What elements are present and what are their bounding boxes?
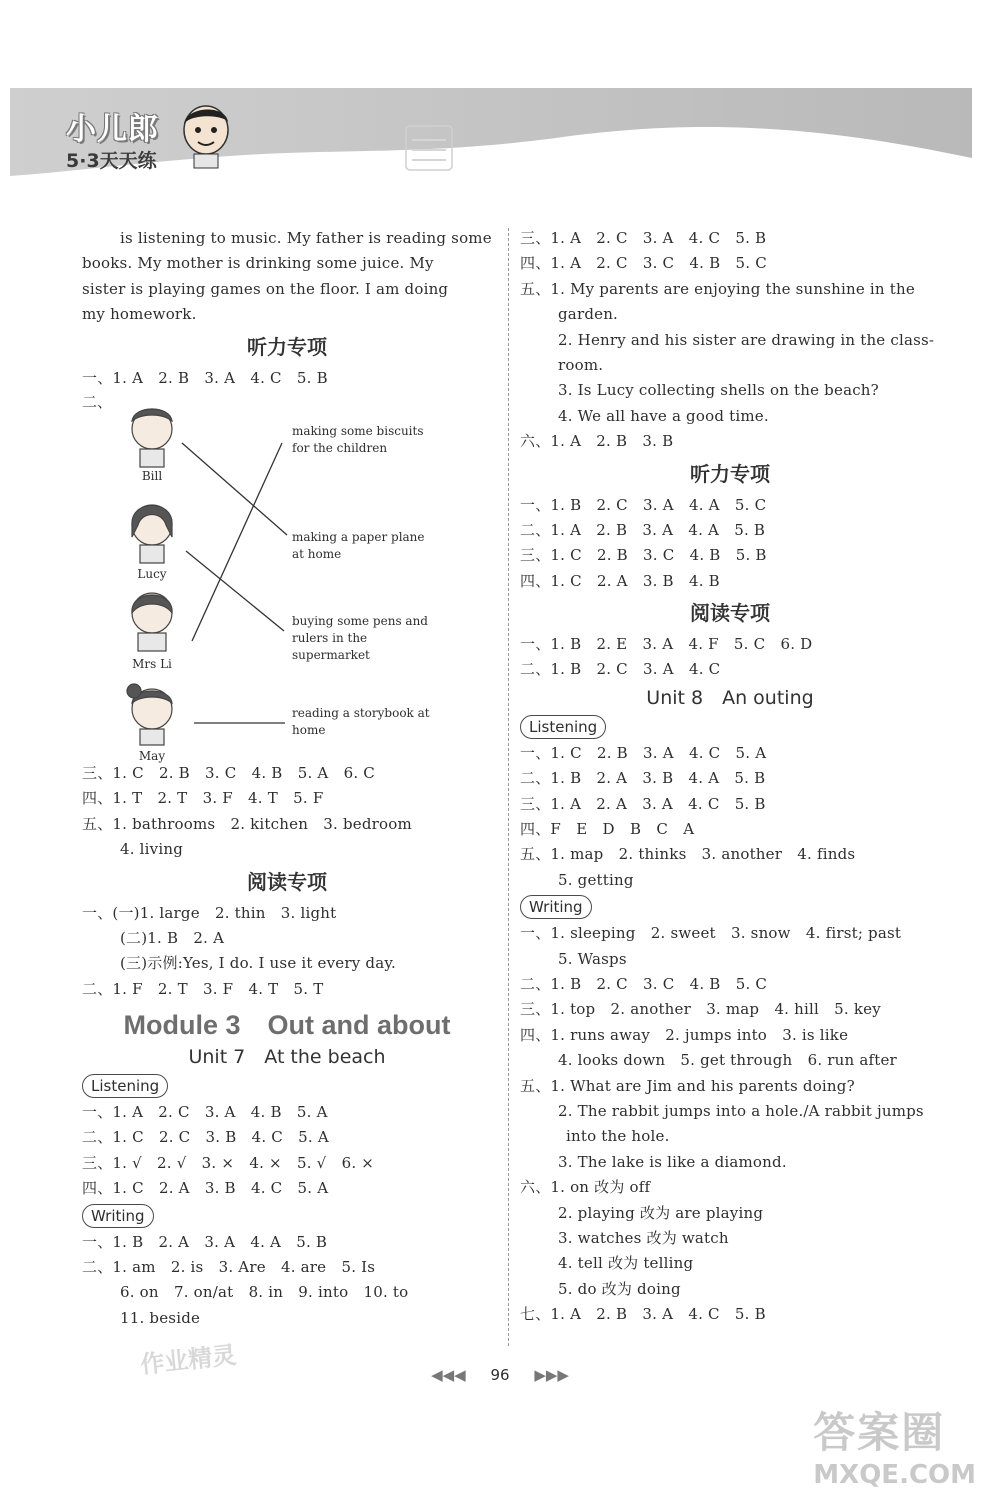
answer-line: 6. on 7. on/at 8. in 9. into 10. to xyxy=(120,1283,409,1302)
boy-mascot-icon xyxy=(178,100,234,170)
answer-line: 一、1. B 2. A 3. A 4. A 5. B xyxy=(82,1232,328,1251)
answer-line: 六、1. A 2. B 3. B xyxy=(520,432,674,451)
answer-line: (三)示例:Yes, I do. I use it every day. xyxy=(120,954,396,973)
activity-label: making some biscuits for the children xyxy=(292,423,424,455)
answer-line: 4. tell 改为 telling xyxy=(558,1254,694,1273)
answer-line: 四、1. C 2. A 3. B 4. C 5. A xyxy=(82,1179,329,1198)
answer-line: into the hole. xyxy=(566,1127,670,1146)
kid-name: Lucy xyxy=(137,566,167,581)
answer-line: 二、1. A 2. B 3. A 4. A 5. B xyxy=(520,520,766,539)
answer-line: 四、1. A 2. C 3. C 4. B 5. C xyxy=(520,254,767,273)
answer-line: 四、1. runs away 2. jumps into 3. is like xyxy=(520,1025,849,1044)
answer-line: 三、1. √ 2. √ 3. × 4. × 5. √ 6. × xyxy=(82,1153,375,1172)
answer-line: 三、1. A 2. C 3. A 4. C 5. B xyxy=(520,229,767,247)
watermark-logo xyxy=(813,1400,976,1490)
module-title: Module 3 Out and about xyxy=(123,1010,451,1041)
answer-line: 11. beside xyxy=(120,1308,201,1327)
brand-subtitle: 5·3天天练 xyxy=(66,150,157,172)
watermark-mid: 作业精灵 xyxy=(139,1341,238,1379)
kid-name: May xyxy=(138,748,166,763)
answer-line: 六、1. on 改为 off xyxy=(520,1178,651,1197)
answer-line: 二、1. F 2. T 3. F 4. T 5. T xyxy=(82,979,324,998)
answer-line: 4. living xyxy=(120,840,184,859)
answer-line: 三、1. C 2. B 3. C 4. B 5. A 6. C xyxy=(82,763,375,782)
answer-line: 二、1. B 2. A 3. B 4. A 5. B xyxy=(520,769,766,788)
answer-line: 5. getting xyxy=(558,870,634,889)
prev-arrows-icon: ◀◀◀ xyxy=(431,1366,466,1384)
writing-label: Writing xyxy=(82,1204,154,1228)
answer-line: 三、1. top 2. another 3. map 4. hill 5. key xyxy=(520,1000,881,1019)
answer-line: 四、1. C 2. A 3. B 4. B xyxy=(520,571,720,590)
column-divider xyxy=(508,228,509,1346)
answer-line: 五、1. What are Jim and his parents doing? xyxy=(520,1076,855,1095)
answer-line: 2. Henry and his sister are drawing in the class- xyxy=(558,330,935,349)
answer-line: 七、1. A 2. B 3. A 4. C 5. B xyxy=(520,1305,766,1324)
activity-label: buying some pens and rulers in the supermarket xyxy=(292,613,428,662)
answer-line: 3. watches 改为 watch xyxy=(558,1228,729,1247)
answer-line: 二、1. am 2. is 3. Are 4. are 5. Is xyxy=(82,1258,376,1277)
unit-title: Unit 8 An outing xyxy=(646,686,814,709)
intro-paragraph xyxy=(82,226,492,328)
answer-line: 二、1. B 2. C 3. A 4. C xyxy=(520,660,721,679)
stamp-logo xyxy=(398,120,468,180)
right-column xyxy=(520,226,940,1327)
answer-line: 一、1. A 2. B 3. A 4. C 5. B xyxy=(82,368,328,387)
section-title-reading: 阅读专项 xyxy=(690,601,770,626)
left-column xyxy=(82,226,492,1331)
answer-line: 五、1. map 2. thinks 3. another 4. finds xyxy=(520,845,856,864)
brand-name: 小儿郎 xyxy=(66,112,159,147)
text-line: books. My mother is drinking some juice. My xyxy=(82,254,434,273)
answer-line: garden. xyxy=(558,305,619,324)
text-line: sister is playing games on the floor. I am doing xyxy=(82,279,449,298)
watermark-text: 答案圈 xyxy=(813,1408,946,1457)
listening-label: Listening xyxy=(520,715,606,739)
answer-line: 5. Wasps xyxy=(558,949,627,968)
listening-label: Listening xyxy=(82,1074,168,1098)
answer-line: 3. The lake is like a diamond. xyxy=(558,1152,787,1171)
question-number: 二、 xyxy=(82,392,113,411)
answer-line: 二、1. B 2. C 3. C 4. B 5. C xyxy=(520,974,768,993)
matching-exercise xyxy=(82,391,492,761)
answer-line: 一、1. A 2. C 3. A 4. B 5. A xyxy=(82,1103,328,1122)
next-arrows-icon: ▶▶▶ xyxy=(534,1366,569,1384)
answer-line: 4. looks down 5. get through 6. run after xyxy=(558,1051,897,1070)
unit-title: Unit 7 At the beach xyxy=(188,1046,386,1069)
answer-line: 5. do 改为 doing xyxy=(558,1279,681,1298)
activity-label: making a paper plane at home xyxy=(292,529,425,561)
text-line: my homework. xyxy=(82,305,197,324)
answer-line: 一、1. B 2. C 3. A 4. A 5. C xyxy=(520,495,767,514)
answer-line: 一、1. C 2. B 3. A 4. C 5. A xyxy=(520,743,767,762)
writing-label: Writing xyxy=(520,895,592,919)
answer-line: 一、1. B 2. E 3. A 4. F 5. C 6. D xyxy=(520,635,813,654)
answer-line: 一、(一)1. large 2. thin 3. light xyxy=(82,903,337,922)
answer-line: 三、1. C 2. B 3. C 4. B 5. B xyxy=(520,546,767,565)
page-number: 96 xyxy=(490,1366,510,1384)
answer-line: 2. The rabbit jumps into a hole./A rabbit jumps xyxy=(558,1101,924,1120)
text-line: is listening to music. My father is reading some xyxy=(120,229,492,247)
section-title-reading: 阅读专项 xyxy=(247,869,327,894)
answer-line: room. xyxy=(558,355,604,374)
section-title-listening: 听力专项 xyxy=(690,461,770,486)
answer-line: 二、1. C 2. C 3. B 4. C 5. A xyxy=(82,1128,329,1147)
brand-logo xyxy=(66,104,159,173)
answer-line: 4. We all have a good time. xyxy=(558,406,769,425)
answer-line: 四、1. T 2. T 3. F 4. T 5. F xyxy=(82,789,324,808)
kid-name: Mrs Li xyxy=(132,656,172,671)
activity-label: reading a storybook at home xyxy=(292,705,430,737)
answer-line: 3. Is Lucy collecting shells on the beach? xyxy=(558,381,879,400)
answer-line: 五、1. My parents are enjoying the sunshine in the xyxy=(520,279,915,298)
section-title-listening: 听力专项 xyxy=(247,334,327,359)
answer-line: 五、1. bathrooms 2. kitchen 3. bedroom xyxy=(82,814,412,833)
answer-line: 2. playing 改为 are playing xyxy=(558,1203,764,1222)
watermark-url: MXQE.COM xyxy=(813,1460,976,1490)
answer-line: 一、1. sleeping 2. sweet 3. snow 4. first; past xyxy=(520,924,902,943)
answer-line: (二)1. B 2. A xyxy=(120,928,225,947)
answer-line: 四、F E D B C A xyxy=(520,820,695,839)
kid-name: Bill xyxy=(141,468,163,483)
answer-line: 三、1. A 2. A 3. A 4. C 5. B xyxy=(520,794,766,813)
